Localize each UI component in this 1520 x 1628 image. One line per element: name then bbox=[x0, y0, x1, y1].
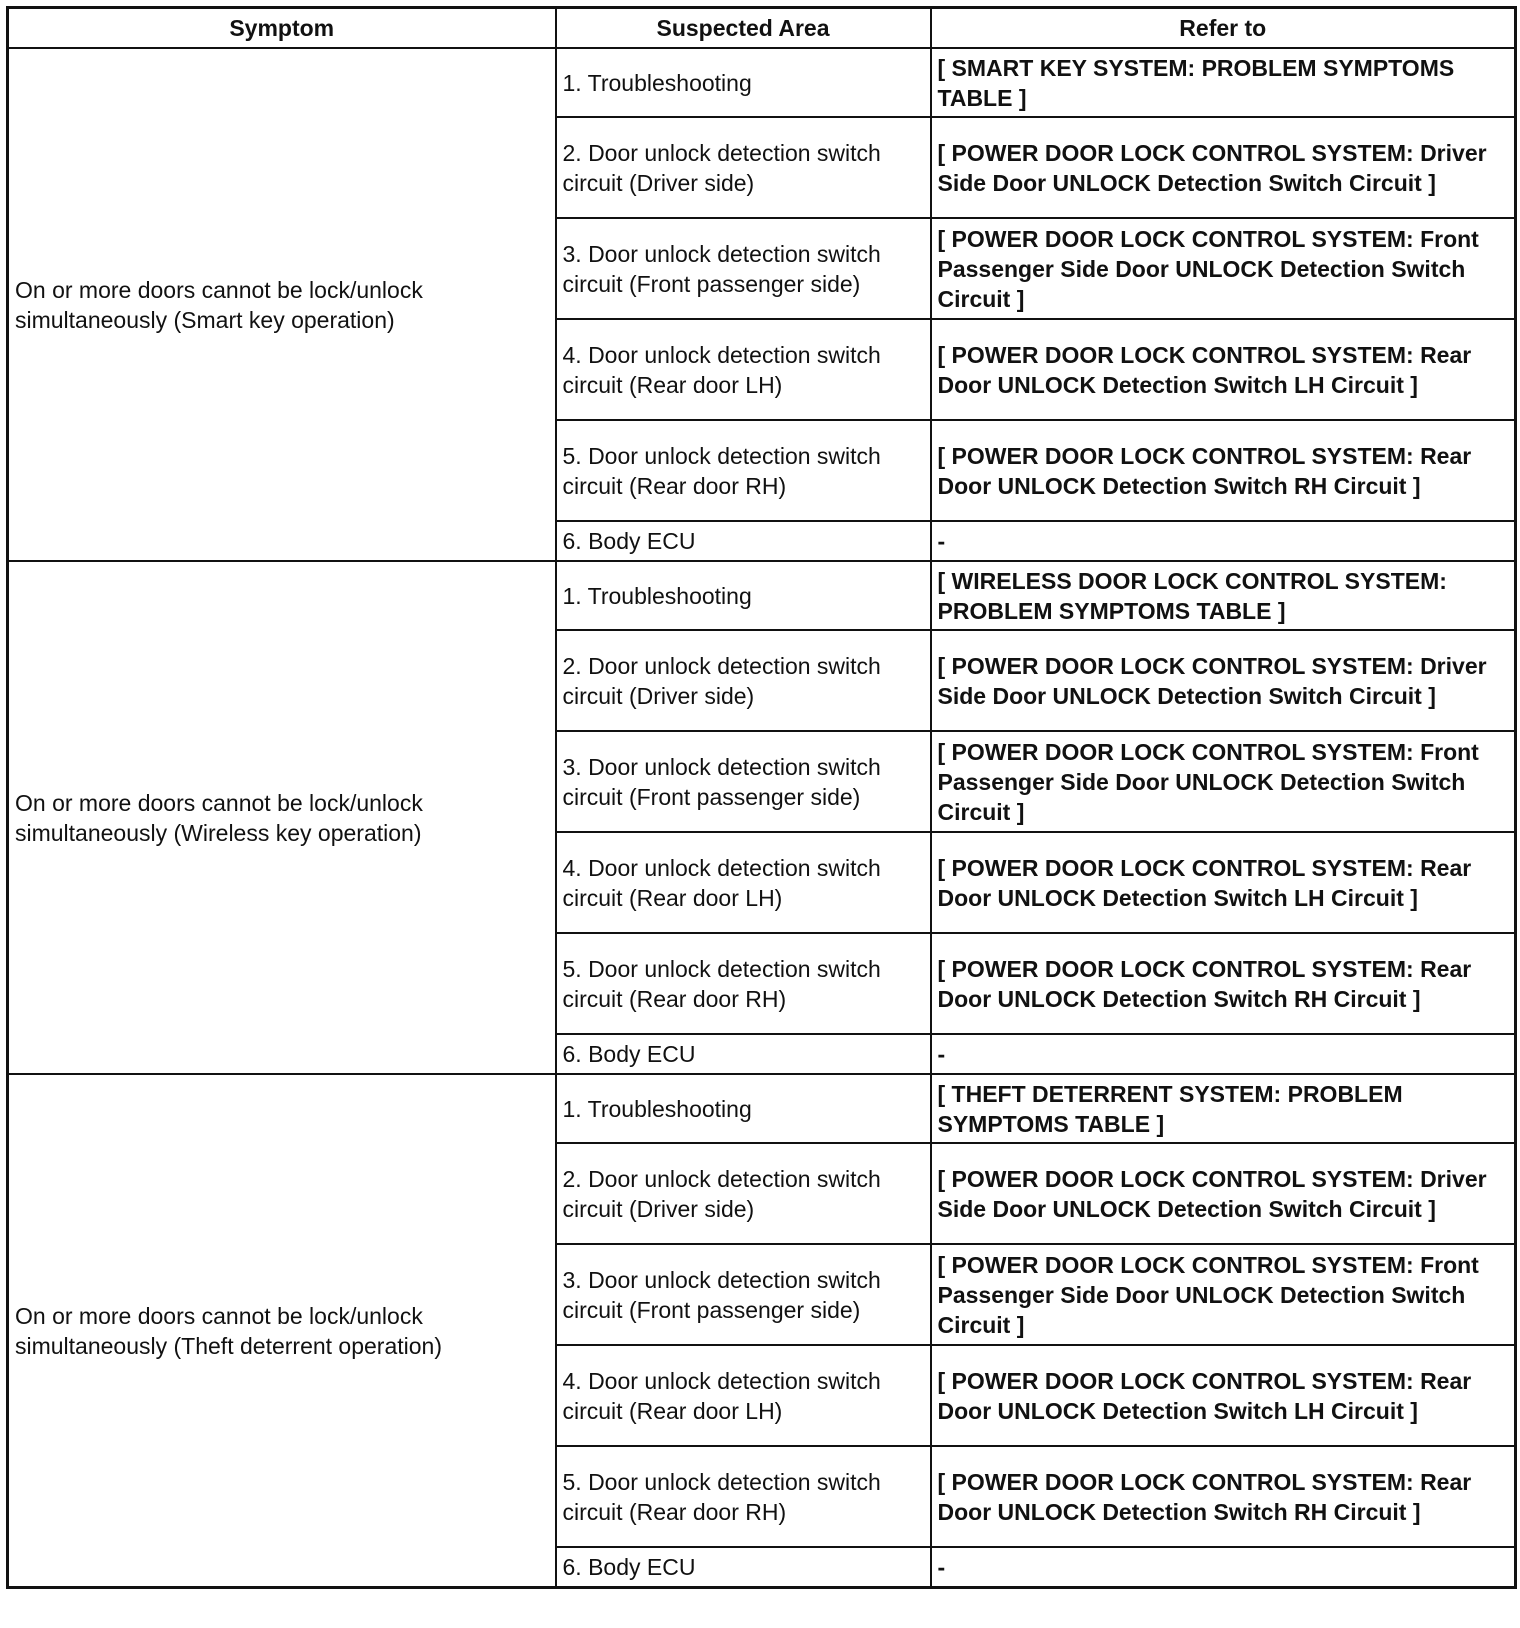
suspected-area-cell: 1. Troubleshooting bbox=[556, 561, 931, 630]
refer-to-link[interactable]: [ POWER DOOR LOCK CONTROL SYSTEM: Front Passenger Side Door UNLOCK Detection Switch Circuit ] bbox=[931, 1244, 1516, 1345]
symptom-cell: On or more doors cannot be lock/unlock simultaneously (Smart key operation) bbox=[8, 48, 556, 561]
refer-to-link[interactable]: [ POWER DOOR LOCK CONTROL SYSTEM: Rear Door UNLOCK Detection Switch RH Circuit ] bbox=[931, 1446, 1516, 1547]
suspected-area-cell: 4. Door unlock detection switch circuit (Rear door LH) bbox=[556, 832, 931, 933]
suspected-area-cell: 2. Door unlock detection switch circuit (Driver side) bbox=[556, 630, 931, 731]
refer-to-link[interactable]: [ THEFT DETERRENT SYSTEM: PROBLEM SYMPTOMS TABLE ] bbox=[931, 1074, 1516, 1143]
refer-to-link[interactable]: [ POWER DOOR LOCK CONTROL SYSTEM: Rear Door UNLOCK Detection Switch LH Circuit ] bbox=[931, 832, 1516, 933]
suspected-area-cell: 6. Body ECU bbox=[556, 1547, 931, 1588]
refer-to-link[interactable]: [ POWER DOOR LOCK CONTROL SYSTEM: Front Passenger Side Door UNLOCK Detection Switch Circuit ] bbox=[931, 731, 1516, 832]
suspected-area-cell: 1. Troubleshooting bbox=[556, 48, 931, 117]
refer-to-cell: - bbox=[931, 1547, 1516, 1588]
suspected-area-cell: 2. Door unlock detection switch circuit (Driver side) bbox=[556, 117, 931, 218]
refer-to-link[interactable]: [ POWER DOOR LOCK CONTROL SYSTEM: Rear Door UNLOCK Detection Switch RH Circuit ] bbox=[931, 933, 1516, 1034]
refer-to-cell: - bbox=[931, 1034, 1516, 1074]
suspected-area-cell: 3. Door unlock detection switch circuit (Front passenger side) bbox=[556, 1244, 931, 1345]
header-refer-to: Refer to bbox=[931, 8, 1516, 49]
refer-to-link[interactable]: [ POWER DOOR LOCK CONTROL SYSTEM: Rear Door UNLOCK Detection Switch RH Circuit ] bbox=[931, 420, 1516, 521]
refer-to-link[interactable]: [ POWER DOOR LOCK CONTROL SYSTEM: Rear Door UNLOCK Detection Switch LH Circuit ] bbox=[931, 1345, 1516, 1446]
suspected-area-cell: 5. Door unlock detection switch circuit (Rear door RH) bbox=[556, 933, 931, 1034]
refer-to-link[interactable]: [ SMART KEY SYSTEM: PROBLEM SYMPTOMS TABLE ] bbox=[931, 48, 1516, 117]
refer-to-link[interactable]: [ POWER DOOR LOCK CONTROL SYSTEM: Driver Side Door UNLOCK Detection Switch Circuit ] bbox=[931, 1143, 1516, 1244]
problem-symptoms-table-container bbox=[6, 6, 1514, 1622]
refer-to-link[interactable]: [ POWER DOOR LOCK CONTROL SYSTEM: Rear Door UNLOCK Detection Switch LH Circuit ] bbox=[931, 319, 1516, 420]
suspected-area-cell: 1. Troubleshooting bbox=[556, 1074, 931, 1143]
suspected-area-cell: 6. Body ECU bbox=[556, 1034, 931, 1074]
refer-to-link[interactable]: [ POWER DOOR LOCK CONTROL SYSTEM: Driver Side Door UNLOCK Detection Switch Circuit ] bbox=[931, 630, 1516, 731]
refer-to-link[interactable]: [ POWER DOOR LOCK CONTROL SYSTEM: Driver Side Door UNLOCK Detection Switch Circuit ] bbox=[931, 117, 1516, 218]
suspected-area-cell: 5. Door unlock detection switch circuit (Rear door RH) bbox=[556, 1446, 931, 1547]
suspected-area-cell: 2. Door unlock detection switch circuit (Driver side) bbox=[556, 1143, 931, 1244]
suspected-area-cell: 6. Body ECU bbox=[556, 521, 931, 561]
table-row bbox=[8, 1074, 1516, 1143]
problem-symptoms-table bbox=[6, 6, 1517, 1589]
suspected-area-cell: 5. Door unlock detection switch circuit (Rear door RH) bbox=[556, 420, 931, 521]
symptom-cell: On or more doors cannot be lock/unlock simultaneously (Wireless key operation) bbox=[8, 561, 556, 1074]
suspected-area-cell: 4. Door unlock detection switch circuit (Rear door LH) bbox=[556, 319, 931, 420]
refer-to-cell: - bbox=[931, 521, 1516, 561]
table-row bbox=[8, 48, 1516, 117]
suspected-area-cell: 3. Door unlock detection switch circuit (Front passenger side) bbox=[556, 218, 931, 319]
refer-to-link[interactable]: [ WIRELESS DOOR LOCK CONTROL SYSTEM: PROBLEM SYMPTOMS TABLE ] bbox=[931, 561, 1516, 630]
suspected-area-cell: 3. Door unlock detection switch circuit (Front passenger side) bbox=[556, 731, 931, 832]
symptom-cell: On or more doors cannot be lock/unlock simultaneously (Theft deterrent operation) bbox=[8, 1074, 556, 1588]
table-row bbox=[8, 561, 1516, 630]
header-symptom: Symptom bbox=[8, 8, 556, 49]
suspected-area-cell: 4. Door unlock detection switch circuit (Rear door LH) bbox=[556, 1345, 931, 1446]
header-row bbox=[8, 8, 1516, 49]
refer-to-link[interactable]: [ POWER DOOR LOCK CONTROL SYSTEM: Front Passenger Side Door UNLOCK Detection Switch Circuit ] bbox=[931, 218, 1516, 319]
header-suspected-area: Suspected Area bbox=[556, 8, 931, 49]
